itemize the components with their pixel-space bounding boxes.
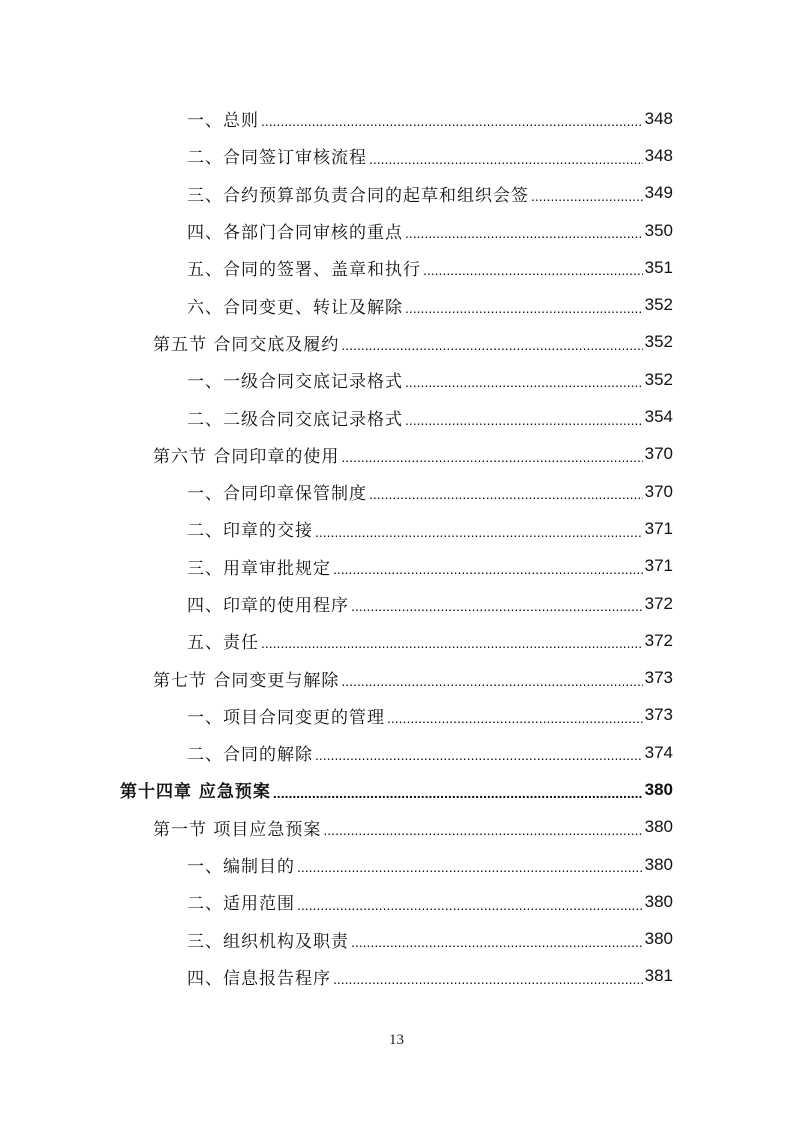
toc-entry-page: 354 [644,407,673,427]
toc-dot-leader [261,114,643,137]
toc-dot-leader [297,898,643,921]
toc-subsection-entry[interactable] [0,175,793,212]
toc-entry-title: 第五节 合同交底及履约 [153,334,340,355]
toc-dot-leader [405,413,643,436]
toc-entry-page: 373 [644,705,673,725]
toc-entry-page: 371 [644,518,673,538]
toc-subsection-entry[interactable] [0,100,793,137]
toc-entry-page: 372 [644,630,673,650]
toc-dot-leader [341,450,642,473]
toc-dot-leader [341,674,642,697]
toc-chapter-entry[interactable] [0,771,793,808]
toc-dot-leader [387,711,643,734]
toc-entry-title: 五、责任 [187,633,259,654]
toc-subsection-entry[interactable] [0,734,793,771]
toc-subsection-entry[interactable] [0,585,793,622]
toc-entry-page: 371 [644,556,673,576]
toc-dot-leader [315,525,643,548]
toc-subsection-entry[interactable] [0,249,793,286]
toc-subsection-entry[interactable] [0,883,793,920]
toc-entry-title: 第六节 合同印章的使用 [153,446,340,467]
toc-entry-page: 373 [644,668,673,688]
toc-entry-page: 352 [644,369,673,389]
toc-entry-title: 四、信息报告程序 [187,968,331,989]
toc-entry-title: 一、合同印章保管制度 [187,484,367,505]
toc-dot-leader [531,189,643,212]
toc-entry-page: 352 [644,332,673,352]
toc-dot-leader [333,972,643,995]
toc-section-entry[interactable] [0,436,793,473]
toc-section-entry[interactable] [0,659,793,696]
toc-dot-leader [261,636,643,659]
toc-dot-leader [351,599,643,622]
toc-dot-leader [405,226,643,249]
toc-entry-title: 六、合同变更、转让及解除 [187,297,403,318]
toc-entry-title: 三、合约预算部负责合同的起草和组织会签 [187,185,529,206]
toc-entry-title: 二、二级合同交底记录格式 [187,409,403,430]
toc-entry-title: 二、印章的交接 [187,521,313,542]
toc-section-entry[interactable] [0,809,793,846]
toc-dot-leader [333,562,643,585]
toc-subsection-entry[interactable] [0,212,793,249]
toc-dot-leader [369,487,643,510]
toc-subsection-entry[interactable] [0,286,793,323]
toc-entry-page: 374 [644,742,673,762]
toc-entry-title: 二、合同的解除 [187,745,313,766]
toc-dot-leader [405,375,643,398]
toc-entry-page: 380 [644,779,673,799]
toc-entry-title: 三、组织机构及职责 [187,931,349,952]
toc-entry-title: 第十四章 应急预案 [120,782,271,803]
toc-dot-leader [273,786,643,809]
toc-dot-leader [341,338,642,361]
toc-dot-leader [315,748,643,771]
toc-entry-page: 349 [644,183,673,203]
toc-subsection-entry[interactable] [0,510,793,547]
toc-entry-page: 350 [644,220,673,240]
toc-entry-title: 四、各部门合同审核的重点 [187,223,403,244]
toc-subsection-entry[interactable] [0,958,793,995]
toc-entry-title: 四、印章的使用程序 [187,596,349,616]
toc-subsection-entry[interactable] [0,398,793,435]
toc-entry-page: 370 [644,481,673,501]
toc-entry-title: 三、用章审批规定 [187,558,331,579]
toc-entry-title: 二、适用范围 [187,894,295,915]
toc-entry-title: 一、总则 [187,111,259,132]
toc-entry-title: 一、项目合同变更的管理 [187,707,385,728]
toc-entry-page: 352 [644,295,673,315]
toc-entry-title: 一、一级合同交底记录格式 [187,372,403,393]
toc-dot-leader [423,263,643,286]
toc-entry-page: 380 [644,817,673,837]
toc-subsection-entry[interactable] [0,548,793,585]
toc-entry-title: 第一节 项目应急预案 [153,819,322,840]
toc-entry-page: 380 [644,891,673,911]
toc-subsection-entry[interactable] [0,846,793,883]
toc-subsection-entry[interactable] [0,361,793,398]
toc-entry-title: 五、合同的签署、盖章和执行 [187,260,421,281]
toc-dot-leader [351,935,643,958]
table-of-contents [0,100,793,995]
toc-entry-page: 348 [644,145,673,165]
toc-entry-page: 380 [644,854,673,874]
toc-entry-page: 370 [644,444,673,464]
toc-entry-page: 381 [644,966,673,986]
toc-entry-title: 二、合同签订审核流程 [187,148,367,169]
toc-dot-leader [297,860,643,883]
toc-subsection-entry[interactable] [0,137,793,174]
toc-entry-page: 348 [644,108,673,128]
toc-entry-title: 一、编制目的 [187,857,295,878]
toc-subsection-entry[interactable] [0,622,793,659]
page-number: 13 [389,1032,404,1048]
toc-section-entry[interactable] [0,324,793,361]
toc-entry-page: 372 [644,593,673,613]
toc-subsection-entry[interactable] [0,473,793,510]
toc-dot-leader [369,152,643,175]
toc-subsection-entry[interactable] [0,921,793,958]
toc-dot-leader [323,823,642,846]
toc-entry-page: 380 [644,929,673,949]
toc-entry-title: 第七节 合同变更与解除 [153,670,340,691]
toc-entry-page: 351 [644,257,673,277]
toc-dot-leader [405,301,643,324]
toc-subsection-entry[interactable] [0,697,793,734]
